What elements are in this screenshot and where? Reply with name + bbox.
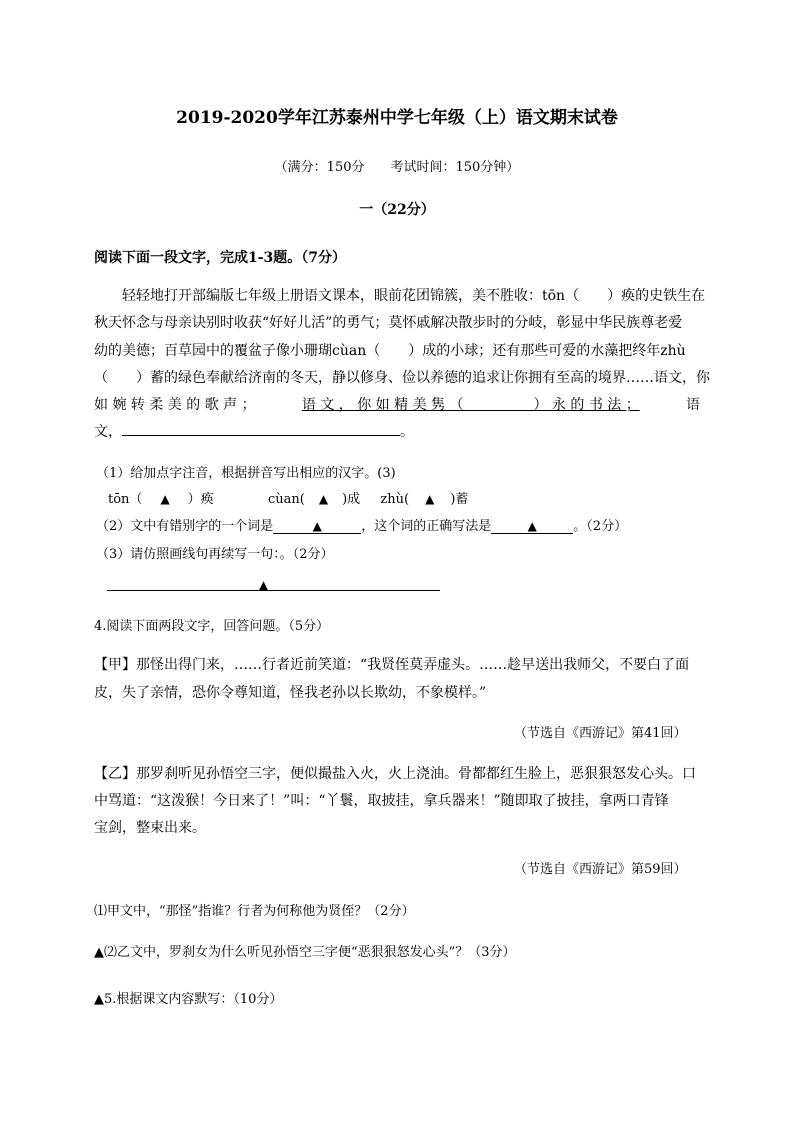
pinyin-cuan-suffix: )成	[342, 492, 361, 507]
passage-line-5-start: 如 婉 转 柔 美 的 歌 声 ；	[94, 397, 256, 413]
answer-marker[interactable]: ▲	[318, 492, 329, 506]
question-2	[96, 515, 627, 534]
passage-jia-line-2: 皮，失了亲情，恐你令尊知道，怪我老孙以长欺幼，不象模样。”	[94, 685, 487, 701]
answer-marker[interactable]: ▲	[160, 492, 170, 506]
passage-line-6	[94, 421, 414, 441]
question-4-sub-1: ⑴甲文中，“那怪”指谁？行者为何称他为贤侄？（2分）	[94, 904, 415, 919]
pinyin-zhu-suffix: )蓄	[450, 492, 469, 507]
pinyin-zhu: zhù(	[380, 492, 410, 507]
question-2-part-c: 。（2分）	[573, 519, 628, 534]
answer-blank[interactable]: ▲	[491, 519, 573, 534]
passage-yi-line-2: 中骂道：“这泼猴！今日来了！”叫：“丫鬟，取披挂，拿兵器来！”随即取了披挂，拿两口青锋	[94, 793, 669, 809]
source-note-jia: （节选自《西游记》第41回）	[514, 726, 687, 741]
answer-blank[interactable]: ▲	[273, 519, 361, 534]
answer-line[interactable]	[107, 574, 440, 591]
passage-yi-line-3: 宝剑，整束出来。	[94, 820, 206, 836]
question-4-heading: 4.阅读下面两段文字，回答问题。（5分）	[94, 619, 330, 634]
page-title: 2019-2020学年江苏泰州中学七年级（上）语文期末试卷	[176, 108, 618, 128]
passage-line-6-end: 。	[400, 424, 414, 440]
passage-line-3: 幼的美德；百草园中的覆盆子像小珊瑚cùan（ ）成的小球；还有那些可爱的水藻把终年zhù	[94, 343, 686, 359]
exam-info: （满分：150分 考试时间：150分钟）	[274, 160, 520, 175]
passage-line-1: 轻轻地打开部编版七年级上册语文课本，眼前花团锦簇，美不胜收：tōn（ ）痪的史铁生在	[94, 288, 706, 304]
passage-line-5-end: 语	[686, 397, 700, 413]
question-5-heading: ▲5.根据课文内容默写：（10分）	[94, 992, 283, 1007]
source-note-yi: （节选自《西游记》第59回）	[514, 862, 687, 877]
section-heading: 一（22分）	[359, 202, 435, 218]
pinyin-ton-suffix: ）痪	[187, 492, 214, 507]
passage-line-2: 秋天怀念与母亲诀别时收获“好好儿活”的勇气；莫怀戚解决散步时的分岐，彰显中华民族尊老爱	[94, 315, 683, 331]
question-2-part-b: ，这个词的正确写法是	[361, 519, 492, 534]
reading-instruction: 阅读下面一段文字，完成1-3题。（7分）	[94, 250, 347, 266]
passage-line-4: （ ）蓄的绿色奉献给济南的冬天，静以修身、俭以养德的追求让你拥有至高的境界……语文，你	[94, 370, 710, 386]
passage-line-5	[94, 394, 700, 414]
passage-yi-line-1: 【乙】那罗刹听见孙悟空三字，便似撮盐入火，火上浇油。骨都都红生脸上，恶狠狠怒发心头。口	[94, 766, 696, 782]
passage-jia-line-1: 【甲】那怪出得门来，……行者近前笑道：“我贤侄莫弄虚头。……趁早送出我师父，不要白了面	[94, 657, 690, 673]
question-3: （3）请仿照画线句再续写一句：。（2分）	[96, 547, 334, 562]
passage-line-6-start: 文，	[94, 424, 122, 440]
question-1: （1）给加点字注音，根据拼音写出相应的汉字。(3)	[96, 466, 396, 481]
question-4-sub-2: ▲⑵乙文中，罗刹女为什么听见孙悟空三字便“恶狠狠怒发心头”？（3分）	[94, 945, 516, 960]
answer-marker: ▲	[258, 578, 269, 592]
question-2-part-a: （2）文中有错别字的一个词是	[96, 519, 274, 534]
answer-marker[interactable]: ▲	[425, 492, 435, 506]
answer-blank[interactable]	[122, 421, 400, 436]
question-1-answers	[108, 488, 468, 507]
underlined-sentence: 语 文 ， 你 如 精 美 隽 （ ） 永 的 书 法 ；	[301, 397, 640, 413]
pinyin-cuan: cùan(	[267, 492, 305, 507]
pinyin-ton: tōn（	[108, 492, 143, 507]
